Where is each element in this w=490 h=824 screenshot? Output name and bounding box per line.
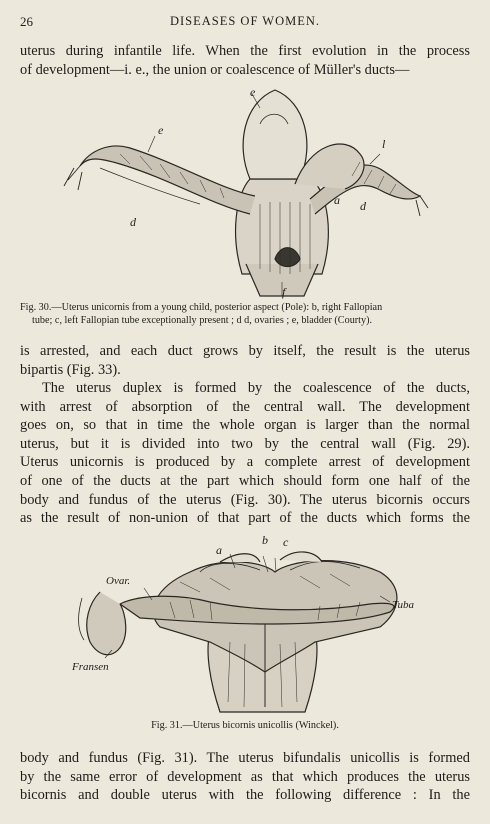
page-number: 26 bbox=[20, 14, 33, 29]
figure-31-caption bbox=[20, 720, 470, 733]
text-line: of one of the ducts at the part which should form one half of the bbox=[20, 472, 470, 489]
figure-label-l: l bbox=[382, 137, 386, 151]
figure-label-d-right: d bbox=[360, 199, 366, 213]
paragraph-bifundalis bbox=[20, 749, 470, 805]
figure-label-d-left: d bbox=[130, 215, 136, 229]
figure-label-e-top: e bbox=[250, 85, 256, 99]
figure-label-b: b bbox=[262, 533, 268, 547]
caption-line: Fig. 30.—Uterus unicornis from a young child, posterior aspect (Pole): b, right Fallopian bbox=[20, 302, 383, 313]
text-line: body and fundus of the uterus (Fig. 30). The uterus bicornis occurs bbox=[20, 491, 470, 508]
figure-31-uterus-bicornis-unicollis bbox=[60, 532, 440, 714]
figure-label-f: f bbox=[282, 285, 286, 299]
figure-label-fransen: Fransen bbox=[72, 661, 109, 673]
text-line: The uterus duplex is formed by the coalescence of the ducts, bbox=[42, 380, 470, 396]
caption-line: tube; c, left Fallopian tube exceptionally present ; d d, ovaries ; e, bladder (Courty). bbox=[32, 314, 373, 326]
text-line: of development—i. e., the union or coalescence of Müller's ducts— bbox=[20, 61, 410, 78]
text-line: body and fundus (Fig. 31). The uterus bifundalis unicollis is formed bbox=[20, 750, 470, 766]
text-line: is arrested, and each duct grows by itself, the result is the uterus bbox=[20, 343, 470, 359]
paragraph-bipartis bbox=[20, 342, 470, 379]
figure-label-a: a bbox=[216, 543, 222, 557]
text-line: as the result of non-union of that part of the ducts which forms the bbox=[20, 510, 470, 527]
text-line: goes on, so that in time the whole organ is larger than the normal bbox=[20, 417, 470, 434]
figure-30-caption bbox=[20, 302, 470, 327]
page-header bbox=[20, 14, 470, 32]
figure-label-e-left: e bbox=[158, 123, 164, 137]
figure-label-a: a bbox=[334, 193, 340, 207]
text-line: uterus during infantile life. When the first evolution in the process bbox=[20, 43, 470, 59]
text-line: Uterus unicornis is produced by a complete arrest of development bbox=[20, 454, 470, 471]
text-line: with arrest of absorption of the central wall. The development bbox=[20, 398, 470, 415]
text-line: uterus, but it is divided into two by the central wall (Fig. 29). bbox=[20, 435, 470, 452]
figure-label-tuba: Tuba bbox=[392, 599, 415, 611]
figure-30-uterus-unicornis bbox=[60, 84, 430, 300]
paragraph-uterus-duplex bbox=[20, 379, 470, 528]
text-line: bipartis (Fig. 33). bbox=[20, 361, 121, 378]
caption-line: Fig. 31.—Uterus bicornis unicollis (Winckel). bbox=[151, 720, 339, 731]
paragraph-intro bbox=[20, 42, 470, 79]
text-line: bicornis and double uterus with the following difference : In the bbox=[20, 787, 470, 804]
figure-label-c: c bbox=[283, 535, 289, 549]
figure-label-ovar: Ovar. bbox=[106, 575, 131, 587]
running-head: DISEASES OF WOMEN. bbox=[169, 14, 321, 28]
text-line: by the same error of development as that which produces the uterus bbox=[20, 768, 470, 785]
